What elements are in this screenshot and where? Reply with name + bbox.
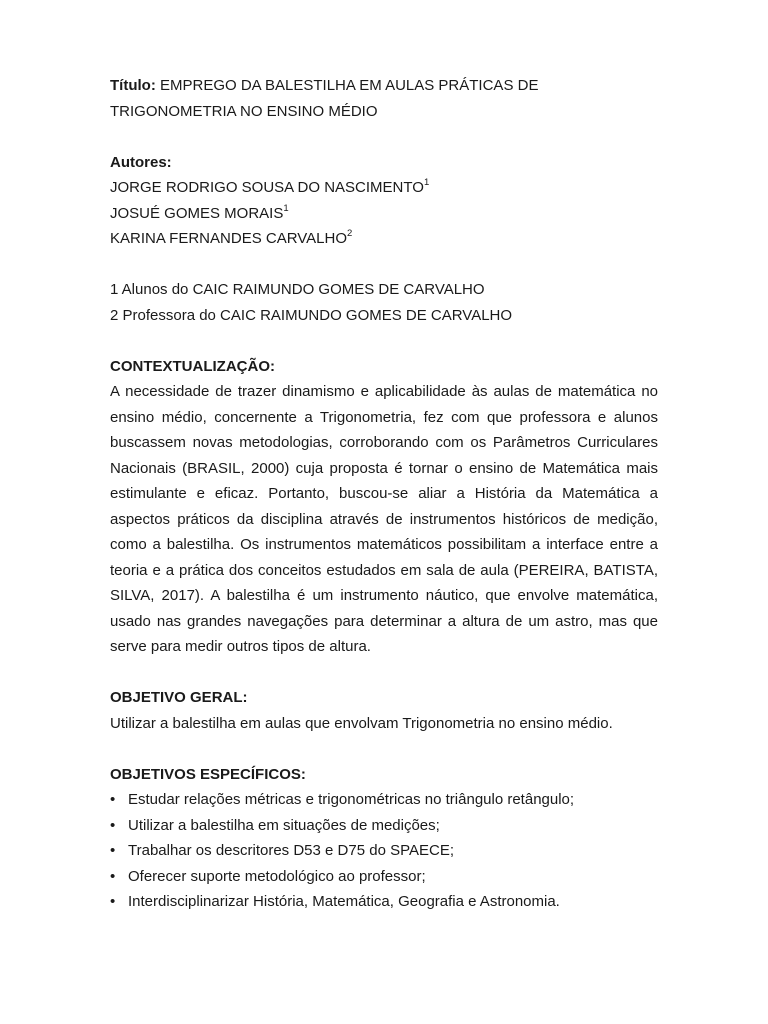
list-item: [110, 864, 658, 890]
title-label: Título:: [110, 77, 156, 94]
spacer: [110, 124, 658, 150]
general-objective-text: Utilizar a balestilha em aulas que envolvam Trigonometria no ensino médio.: [110, 714, 613, 732]
author-3: [110, 226, 658, 252]
list-item-text: Utilizar a balestilha em situações de medições;: [128, 816, 440, 834]
spacer: [110, 328, 658, 354]
list-item: [110, 813, 658, 839]
authors-heading: Autores:: [110, 153, 172, 171]
author-2: [110, 201, 658, 227]
title-line-2: TRIGONOMETRIA NO ENSINO MÉDIO: [110, 102, 378, 120]
list-item: [110, 838, 658, 864]
context-heading: CONTEXTUALIZAÇÃO:: [110, 357, 275, 375]
spacer: [110, 736, 658, 762]
list-item-text: Trabalhar os descritores D53 e D75 do SPAECE;: [128, 842, 454, 859]
list-item-text: Oferecer suporte metodológico ao professor;: [128, 867, 426, 885]
specific-objectives-list: [110, 787, 658, 915]
affiliation-2: 2 Professora do CAIC RAIMUNDO GOMES DE CARVALHO: [110, 306, 513, 324]
bullet-icon: •: [110, 816, 116, 834]
author-1: [110, 175, 658, 201]
author-name: JOSUÉ GOMES MORAIS: [110, 204, 284, 222]
affiliation-1: 1 Alunos do CAIC RAIMUNDO GOMES DE CARVALHO: [110, 281, 485, 298]
bullet-icon: •: [110, 867, 116, 885]
spacer: [110, 660, 658, 686]
author-name: JORGE RODRIGO SOUSA DO NASCIMENTO: [110, 179, 424, 196]
bullet-icon: •: [110, 791, 116, 808]
title-line-1: [110, 73, 658, 99]
author-name: KARINA FERNANDES CARVALHO: [110, 230, 348, 247]
specific-objectives-heading: OBJETIVOS ESPECÍFICOS:: [110, 765, 306, 783]
bullet-icon: •: [110, 842, 116, 859]
author-ref: 2: [347, 228, 353, 239]
spacer: [110, 252, 658, 278]
list-item: [110, 889, 658, 915]
bullet-icon: •: [110, 893, 116, 910]
general-objective-heading: OBJETIVO GERAL:: [110, 689, 248, 706]
list-item-text: Interdisciplinarizar História, Matemática, Geografia e Astronomia.: [128, 893, 560, 910]
author-ref: 1: [423, 177, 430, 188]
author-ref: 1: [283, 202, 289, 214]
list-item: [110, 787, 658, 813]
list-item-text: Estudar relações métricas e trigonométricas no triângulo retângulo;: [128, 791, 575, 808]
title-text-1: EMPREGO DA BALESTILHA EM AULAS PRÁTICAS DE: [160, 77, 539, 94]
context-paragraph: A necessidade de trazer dinamismo e aplicabilidade às aulas de matemática no ensino médio, concernente a Trigonometria, fez com que professora e alunos buscassem novas metodologias, corroborando com os Parâmetros Curriculares Nacionais (BRASIL, 2000) cuja proposta é tornar o ensino de Matemática mais estimulante e eficaz. Portanto, buscou-se aliar a História da Matemática a aspectos práticos da disciplina através de instrumentos históricos de medição, como a balestilha. Os instrumentos matemáticos possibilitam a interface entre a teoria e a prática dos conceitos estudados em sala de aula (PEREIRA, BATISTA, SILVA, 2017). A balestilha é um instrumento náutico, que envolve matemática, usado nas grandes navegações para determinar a altura de um astro, mas que serve para medir outros tipos de altura.: [110, 383, 658, 655]
